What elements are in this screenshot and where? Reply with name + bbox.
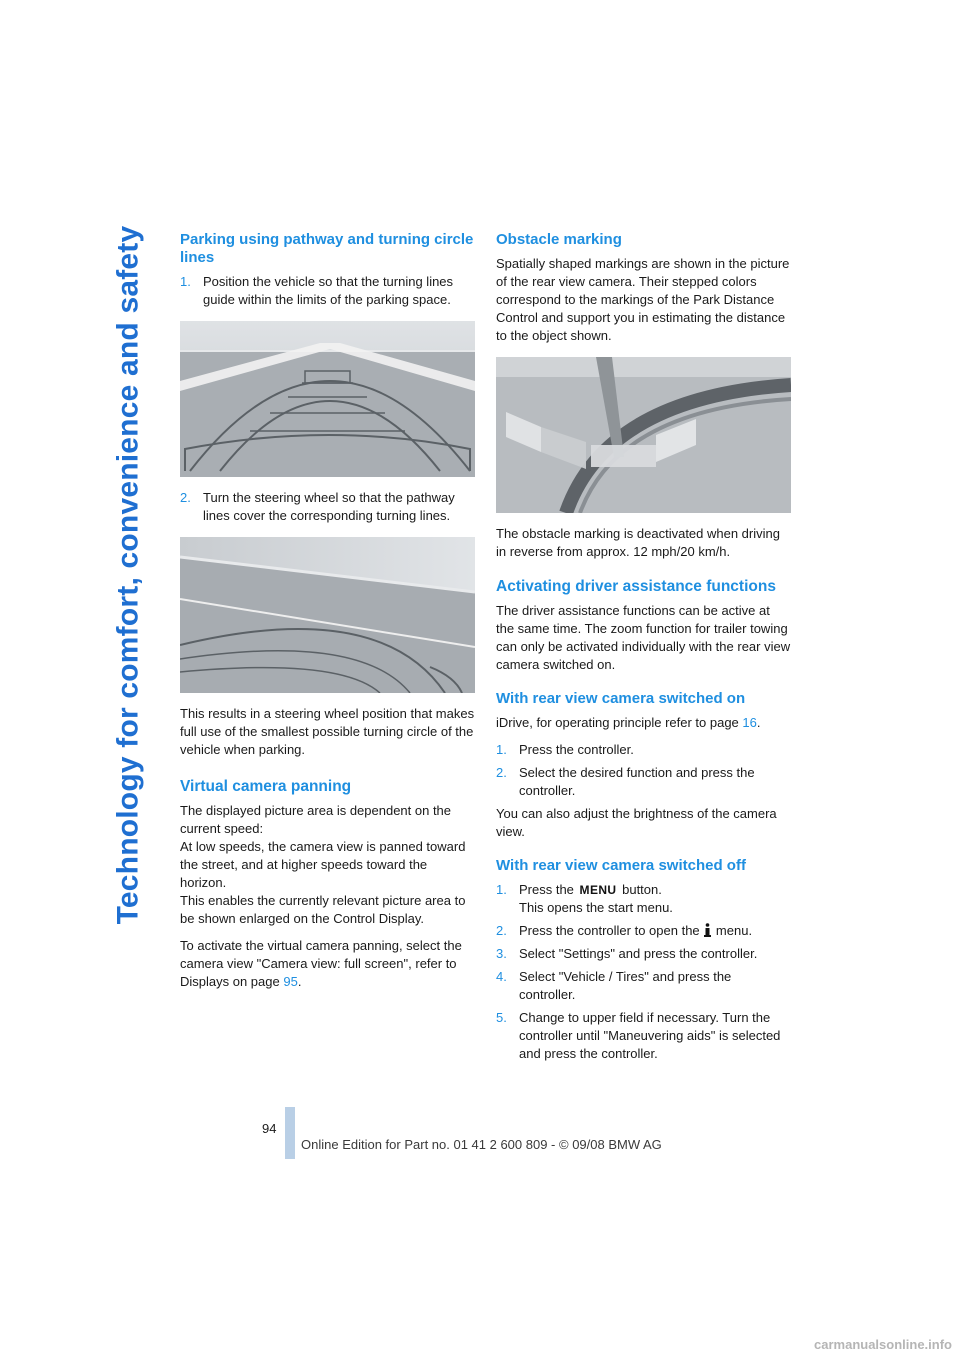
list-item [496, 764, 791, 800]
activating-paragraph: The driver assistance functions can be active at the same time. The zoom function for trailer towing can only be activated individually with the rear view camera switched on. [496, 603, 791, 672]
parking-steps-b [180, 489, 475, 525]
parking-steps-a [180, 273, 475, 309]
list-item [180, 489, 475, 525]
page-link-16[interactable]: 16 [742, 715, 757, 730]
step-number: 1. [180, 274, 191, 289]
step-text: Press the [519, 882, 574, 897]
heading-camera-on: With rear view camera switched on [496, 690, 746, 707]
step-text: Turn the steering wheel so that the pathway lines cover the corresponding turning lines. [203, 490, 455, 523]
camera-on-intro-text: iDrive, for operating principle refer to page [496, 715, 739, 730]
watermark: carmanualsonline.info [814, 1337, 952, 1352]
step-number: 5. [496, 1010, 507, 1025]
panning-line-c: This enables the currently relevant picture area to be shown enlarged on the Control Display. [180, 893, 466, 926]
step-text: This opens the start menu. [519, 900, 673, 915]
step-text: Select "Vehicle / Tires" and press the controller. [519, 969, 732, 1002]
brightness-paragraph: You can also adjust the brightness of the camera view. [496, 806, 777, 839]
menu-button-icon: MENU [579, 883, 617, 897]
list-item [496, 881, 791, 917]
step-number: 2. [496, 765, 507, 780]
step-number: 1. [496, 882, 507, 897]
step-text: Change to upper field if necessary. Turn the controller until "Maneuvering aids" is selected and press the controller. [519, 1010, 781, 1061]
list-item [496, 922, 791, 940]
heading-virtual-panning: Virtual camera panning [180, 778, 352, 795]
period: . [297, 974, 302, 989]
panning-activate-paragraph [180, 937, 475, 991]
camera-off-steps [496, 881, 791, 1063]
list-item [496, 1009, 791, 1063]
heading-camera-off: With rear view camera switched off [496, 857, 746, 874]
step-number: 4. [496, 969, 507, 984]
edition-footer: Online Edition for Part no. 01 41 2 600 809 - © 09/08 BMW AG [301, 1137, 662, 1152]
heading-parking-lines: Parking using pathway and turning circle lines [180, 231, 474, 266]
figure-pathway-lines [180, 537, 475, 693]
step-text: Position the vehicle so that the turning lines guide within the limits of the parking space. [203, 274, 454, 307]
page-link-95[interactable]: 95 [283, 974, 298, 989]
camera-on-intro [496, 714, 791, 732]
figure-turning-lines [180, 321, 475, 477]
panning-line-a: The displayed picture area is dependent on the current speed: [180, 803, 452, 836]
camera-on-steps [496, 741, 791, 800]
panning-paragraph [180, 802, 475, 928]
step-text: Select the desired function and press the controller. [519, 765, 755, 798]
list-item [496, 968, 791, 1004]
panning-line-b: At low speeds, the camera view is panned toward the street, and at higher speeds toward the horizon. [180, 839, 466, 890]
result-paragraph: This results in a steering wheel position that makes full use of the smallest possible turning circle of the vehicle when parking. [180, 706, 475, 757]
step-text: Press the controller to open the [519, 923, 700, 938]
list-item [496, 741, 791, 759]
step-number: 3. [496, 946, 507, 961]
panning-activate-text: To activate the virtual camera panning, select the camera view "Camera view: full screen", refer to Displays on page [180, 938, 462, 989]
step-number: 1. [496, 742, 507, 757]
figure-obstacle-marking [496, 357, 791, 513]
page-number: 94 [262, 1121, 277, 1136]
list-item [496, 945, 791, 963]
step-text: button. [622, 882, 662, 897]
step-text: Select "Settings" and press the controller. [519, 946, 758, 961]
right-column [496, 231, 791, 1068]
left-column [180, 231, 475, 1000]
side-chapter-title: Technology for comfort, convenience and safety [111, 225, 144, 925]
step-number: 2. [180, 490, 191, 505]
footer-accent-bar [285, 1107, 295, 1159]
obstacle-deactivated-paragraph: The obstacle marking is deactivated when driving in reverse from approx. 12 mph/20 km/h. [496, 526, 780, 559]
heading-activating-functions: Activating driver assistance functions [496, 578, 776, 595]
obstacle-paragraph: Spatially shaped markings are shown in the picture of the rear view camera. Their stepped colors correspond to the markings of the Park Distance Control and support you in estimating the distance to the object shown. [496, 256, 790, 343]
period: . [756, 715, 761, 730]
heading-obstacle-marking: Obstacle marking [496, 231, 622, 248]
list-item [180, 273, 475, 309]
step-text: Press the controller. [519, 742, 634, 757]
step-number: 2. [496, 923, 507, 938]
info-icon [703, 923, 712, 937]
step-text: menu. [715, 923, 753, 938]
